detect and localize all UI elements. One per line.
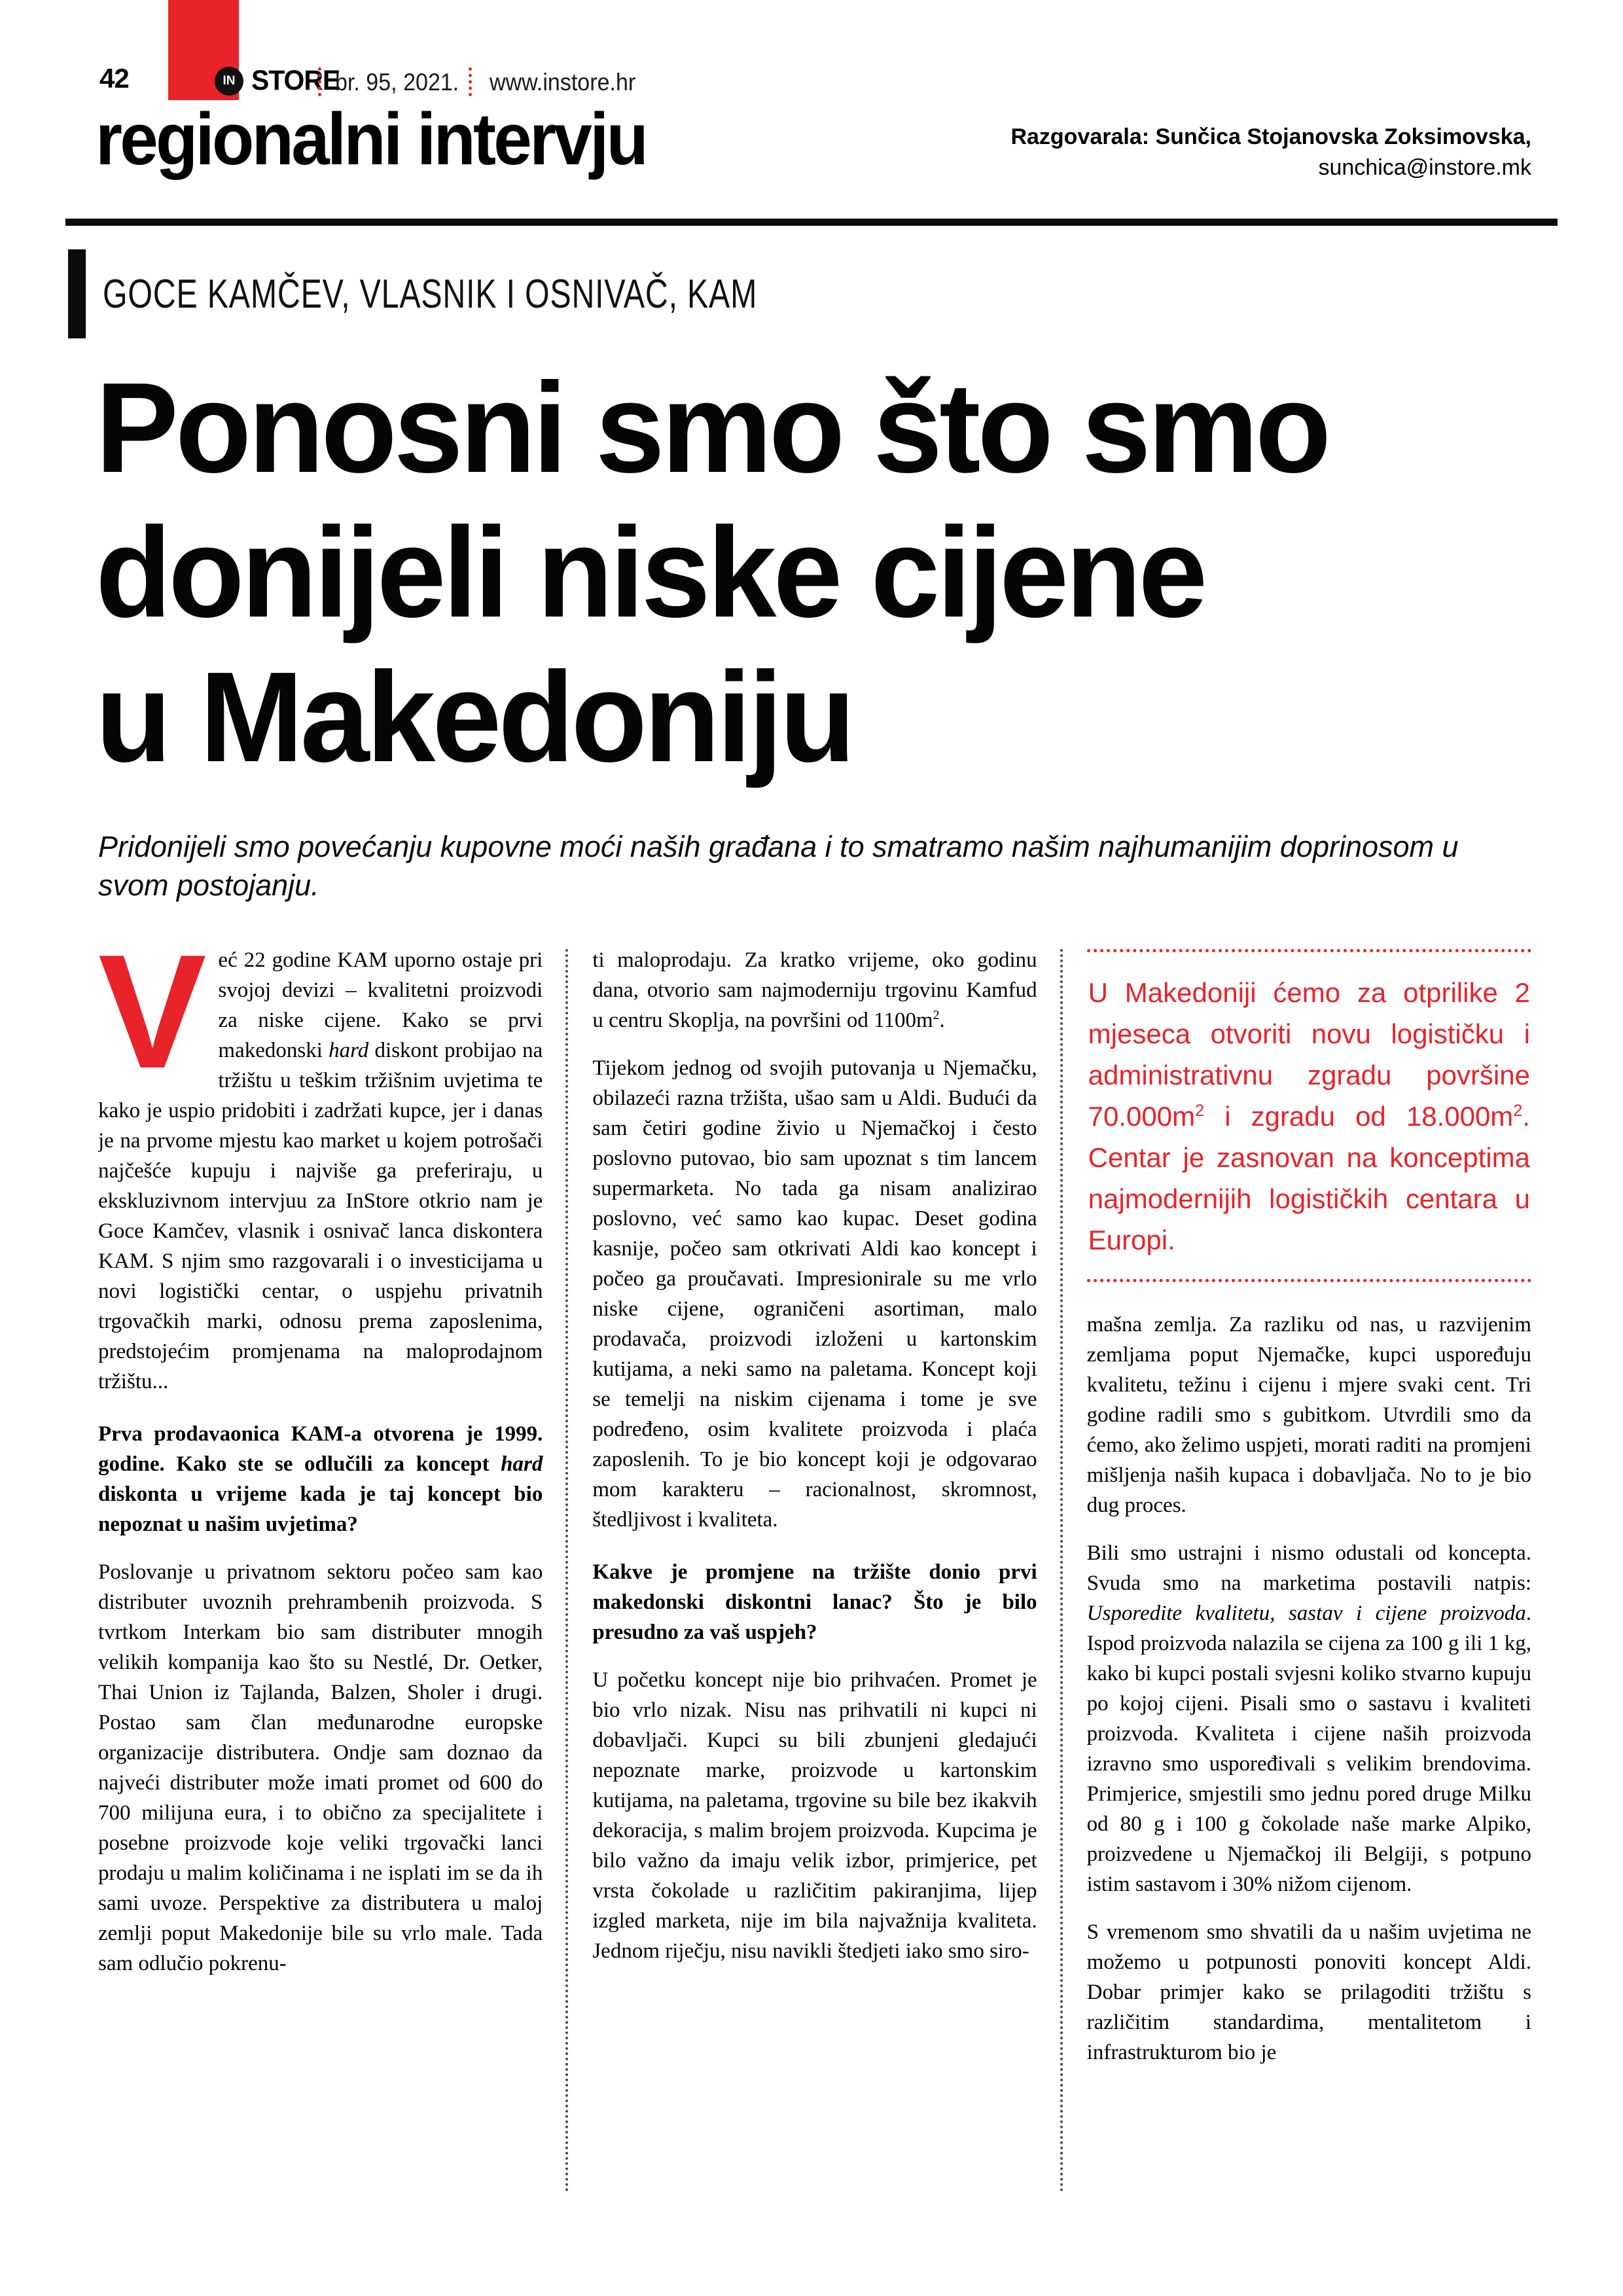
section-header	[0, 98, 1623, 208]
interview-question: Prva prodavaonica KAM-a otvorena je 1999. godine. Kako ste se odlučili za koncept hard diskonta u vrijeme kada je taj koncept bio nepoznat u našim uvjetima?	[98, 1422, 543, 1536]
drop-cap: V	[98, 945, 207, 1102]
column-divider	[1060, 949, 1063, 2193]
kicker	[68, 249, 1623, 338]
article-column-1	[98, 945, 543, 2198]
article-column-2	[592, 945, 1037, 2198]
dotted-separator-icon	[469, 67, 472, 96]
headline	[96, 355, 1623, 789]
instore-logo-icon	[215, 67, 243, 96]
dotted-separator-icon	[318, 67, 321, 96]
byline-email: sunchica@instore.mk	[1318, 155, 1531, 180]
body-paragraph: ti maloprodaju. Za kratko vrijeme, oko godinu dana, otvorio sam najmoderniju trgovinu Kamfud u centru Skoplja, na površini od $1100m^2$.	[592, 948, 1037, 1032]
byline	[1010, 124, 1531, 181]
issue-number: br. 95, 2021.	[335, 69, 459, 96]
body-paragraph: mašna zemlja. Za razliku od nas, u razvijenim zemljama poput Njemačke, kupci uspoređuju kvalitetu, težinu i cijenu i mjere svaki cent. Tri godine radili smo s gubitkom. Utvrdili smo da ćemo, ako želimo uspjeti, morati raditi na promjeni mišljenja naših kupaca i dobavljača. No to je bio dug proces.	[1086, 1313, 1531, 1517]
headline-line: donijeli niske cijene	[96, 501, 1205, 644]
page-number: 42	[99, 63, 129, 94]
standfirst: Pridonijeli smo povećanju kupovne moći naših građana i to smatramo našim najhumanijim doprinosom u svom postojanju.	[98, 830, 1459, 902]
article-body	[98, 945, 1531, 2198]
body-paragraph: Tijekom jednog od svojih putovanja u Njemačku, obilazeći razna tržišta, ušao sam u Aldi. Budući da sam četiri godine živio u Njemačkoj i često poslovno putovao, bio sam upoznat s tim lancem supermarketa. No tada ga nisam analizirao poslovno, već samo kao kupac. Deset godina kasnije, počeo sam otkrivati Aldi kao koncept i počeo ga proučavati. Impresionirale su me vrlo niske cijene, ograničeni asortiman, malo prodavača, proizvodi izloženi u kartonskim kutijama, a neki samo na paletama. Koncept koji se temelji na niskim cijenama i tome je sve podređeno, osim kvalitete proizvoda i plaća zaposlenih. To je bio koncept koji je odgovarao mom karakteru – racionalnost, skromnost, štedljivost i kvaliteta.	[592, 1056, 1037, 1532]
website-url: www.instore.hr	[490, 69, 636, 96]
interview-question: Kakve je promjene na tržište donio prvi makedonski diskontni lanac? Što je bilo presudno za vaš uspjeh?	[592, 1560, 1037, 1644]
kicker-text: GOCE KAMČEV, VLASNIK I OSNIVAČ, KAM	[103, 271, 758, 317]
body-paragraph: S vremenom smo shvatili da u našim uvjetima ne možemo u potpunosti ponoviti koncept Aldi. Dobar primjer kako se prilagoditi tržištu s različitim standardima, mentalitetom i infrastrukturom bio je	[1086, 1920, 1531, 2064]
column-divider	[565, 949, 568, 2193]
section-title: regionalni intervju	[96, 98, 647, 180]
article-column-3	[1087, 945, 1531, 2198]
header-rule	[65, 219, 1558, 226]
headline-line: Ponosni smo što smo	[96, 356, 1329, 499]
headline-line: u Makedoniju	[96, 645, 853, 789]
pull-quote: U Makedoniji ćemo za otprilike 2 mjeseca otvoriti novu logističku i administrativnu zgradu površine $70.000m^2$ i zgradu od $18.000m^2$. Centar je zasnovan na konceptima najmodernijih logističkih centara u Europi.	[1087, 949, 1531, 1282]
body-paragraph: Bili smo ustrajni i nismo odustali od koncepta. Svuda smo na marketima postavili natpis: Usporedite kvalitetu, sastav i cijene proizvoda. Ispod proizvoda nalazila se cijena za 100 g ili 1 kg, kako bi kupci postali svjesni koliko stvarno kupuju po kojoj cijeni. Pisali smo o sastavu i kvaliteti proizvoda. Kvaliteta i cijene naših proizvoda izravno smo uspoređivali s velikim brendovima. Primjerice, smjestili smo jednu pored druge Milku od 80 g i 100 g čokolade naše marke Alpiko, proizvedene u Njemačkoj ili Belgiji, s potpuno istim sastavom i 30% nižom cijenom.	[1086, 1541, 1531, 1896]
body-paragraph: Poslovanje u privatnom sektoru počeo sam kao distributer uvoznih prehrambenih proizvoda. S tvrtkom Interkam bio sam distributer mnogih velikih kompanija kao što su Nestlé, Dr. Oetker, Thai Union iz Tajlanda, Balzen, Sholer i drugi. Postao sam član međunarodne europske organizacije distributera. Ondje sam doznao da najveći distributer može imati promet od 600 do 700 milijuna eura, i to obično za specijalitete i posebne proizvode koje veliki trgovački lanci prodaju u malim količinama i ne isplati im se da ih sami uvoze. Perspektive za distributera u maloj zemlji poput Makedonije bile su vrlo male. Tada sam odlučio pokrenu-	[98, 1560, 543, 1975]
byline-author: Razgovarala: Sunčica Stojanovska Zoksimovska,	[1010, 124, 1531, 149]
lead-paragraph: Već 22 godine KAM uporno ostaje pri svojoj devizi – kvalitetni proizvodi za niske cijene. Kako se prvi makedonski hard diskont probijao na tržištu u teškim tržišnim uvjetima te kako je uspio pridobiti i zadržati kupce, jer i danas je na prvome mjestu kao market u kojem potrošači najčešće kupuju i najviše ga preferiraju, u ekskluzivnom intervjuu za InStore otkrio nam je Goce Kamčev, vlasnik i osnivač lanca diskontera KAM. S njim smo razgovarali i o investicijama u novi logistički centar, o uspjehu privatnih trgovačkih marki, odnosu prema zaposlenima, predstojećim promjenama na maloprodajnom tržištu...	[98, 945, 543, 1393]
masthead	[0, 0, 1623, 105]
brand-store-text: STORE	[251, 65, 340, 96]
kicker-bar	[68, 249, 86, 338]
body-paragraph: U početku koncept nije bio prihvaćen. Promet je bio vrlo nizak. Nisu nas prihvatili ni kupci ni dobavljači. Kupci su bili zbunjeni gledajući nepoznate marke, proizvode u kartonskim kutijama, na paletama, trgovine su bile bez ikakvih dekoracija, s malim brojem proizvoda. Kupcima je bilo važno da imaju velik izbor, primjerice, pet vrsta čokolade u različitim pakiranjima, lijep izgled marketa, nije im bila najvažnija kvaliteta. Jednom riječju, nisu navikli štedjeti iako smo siro-	[592, 1668, 1037, 1963]
logo-in-text: IN	[223, 74, 236, 88]
